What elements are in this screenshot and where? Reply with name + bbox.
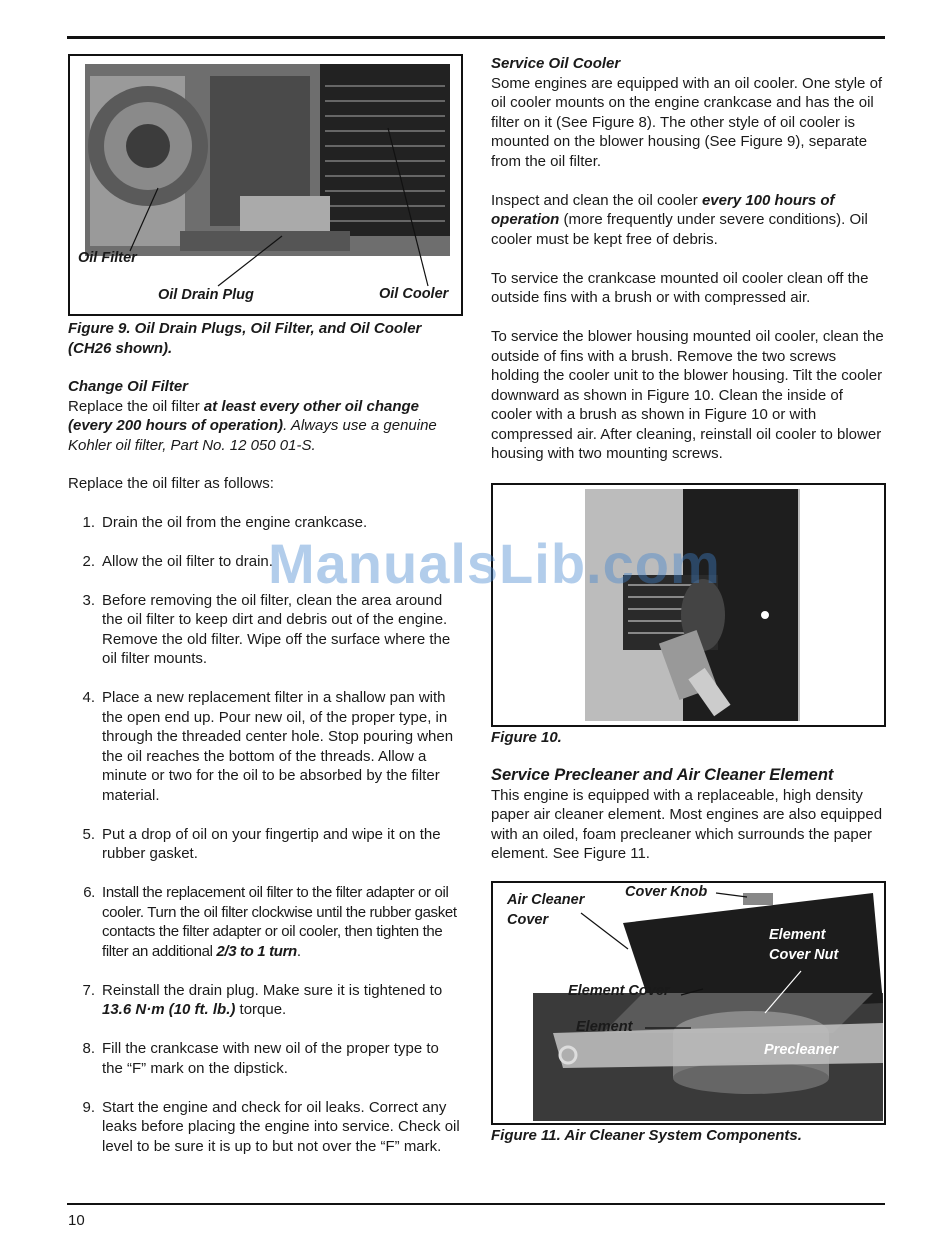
list-item: 4. Place a new replacement filter in a shallow pan with the open end up. Pour new oil, of the proper type, in through the threaded center hole. Stop pouring when the oil reaches the bottom of the threads. Allow a minute or two for the oil to be absorbed by the filter material. [82,689,454,804]
service-oil-cooler-p3: To service the crankcase mounted oil cooler clean off the outside fins with a brush or with compressed air. [491,269,869,306]
service-oil-cooler-p4: To service the blower housing mounted oil cooler, clean the outside of fins with a brush. Remove the two screws holding the cooler unit to the blower housing. Tilt the cooler downward as shown in Figure 10. Clean the inside of cooler with a brush as shown in Figure 10 or with compressed air. After cleaning, reinstall oil cooler to blower housing with two mounting screws. [491,328,884,462]
label-element-cover-nut-line1: Element [769,926,826,943]
bottom-rule [67,1203,885,1205]
label-precleaner: Precleaner [764,1041,839,1058]
figure-9-caption: Figure 9. Oil Drain Plugs, Oil Filter, and Oil Cooler (CH26 shown). [68,320,422,357]
change-oil-filter-heading: Change Oil Filter [68,378,189,395]
figure-11-caption: Figure 11. Air Cleaner System Components. [491,1126,802,1144]
service-oil-cooler-p1: Some engines are equipped with an oil cooler. One style of oil cooler mounts on the engine crankcase and has the oil filter on it (See Figure 8). The other style of oil cooler is mounted on the blower housing (See Figure 9), separate from the oil filter. [491,74,883,170]
air-cleaner-photo [493,883,884,1123]
watermark: ManualsLib.com [268,532,721,595]
list-item: 6. Install the replacement oil filter to the filter adapter or oil cooler. Turn the oil filter clockwise until the rubber gasket contacts the filter adapter or oil cooler, then tighten the filter an additional 2/3 to 1 turn. [83,884,457,960]
label-air-cleaner-cover-line2: Cover [507,911,549,928]
label-oil-drain-plug: Oil Drain Plug [158,287,254,303]
label-air-cleaner-cover-line1: Air Cleaner [507,891,585,908]
list-item: 1. Drain the oil from the engine crankcase. [82,513,368,531]
right-column [491,54,886,1145]
label-oil-cooler: Oil Cooler [379,286,449,302]
change-oil-filter-intro: Replace the oil filter at least every other oil change (every 200 hours of operation). Always use a genuine Kohler oil filter, Part No. 12 050 01-S. [68,397,437,454]
engine-photo [70,56,461,314]
figure-10 [491,483,886,727]
list-item: 8. Fill the crankcase with new oil of the proper type to the “F” mark on the dipstick. [82,1040,439,1077]
page-number: 10 [68,1212,85,1229]
label-element: Element [576,1018,633,1035]
change-oil-filter-lead: Replace the oil filter as follows: [68,475,274,492]
service-oil-cooler-heading: Service Oil Cooler [491,55,621,72]
label-element-cover: Element Cover [568,982,670,999]
list-item: 9. Start the engine and check for oil leaks. Correct any leaks before placing the engine into service. Check oil level to be sure it is up to but not over the “F” mark. [82,1098,460,1155]
list-item: 5. Put a drop of oil on your fingertip and wipe it on the rubber gasket. [82,825,441,862]
label-cover-knob: Cover Knob [625,883,708,900]
service-air-cleaner-p1: This engine is equipped with a replaceable, high density paper air cleaner element. Most engines are also equipped with an oiled, foam precleaner which surrounds the paper element. See Figure 11. [491,786,883,862]
label-oil-filter: Oil Filter [78,250,137,266]
label-element-cover-nut-line2: Cover Nut [769,946,839,963]
list-item: 2. Allow the oil filter to drain. [82,552,273,570]
figure-11 [491,881,886,1125]
oil-cooler-photo [493,485,884,725]
list-item: 3. Before removing the oil filter, clean the area around the oil filter to keep dirt and debris out of the engine. Remove the old filter. Wipe off the surface where the oil filter mounts. [82,591,451,667]
list-item: 7. Reinstall the drain plug. Make sure it is tightened to 13.6 N·m (10 ft. lb.) torque. [82,981,443,1018]
figure-10-caption: Figure 10. [491,728,562,746]
left-column [68,54,463,1156]
oil-filter-steps [68,513,463,1157]
figure-9 [68,54,463,316]
top-rule [67,36,885,39]
service-air-cleaner-heading: Service Precleaner and Air Cleaner Element [491,766,834,784]
service-oil-cooler-p2: Inspect and clean the oil cooler every 100 hours of operation (more frequently under severe conditions). Oil cooler must be kept free of debris. [491,191,868,248]
